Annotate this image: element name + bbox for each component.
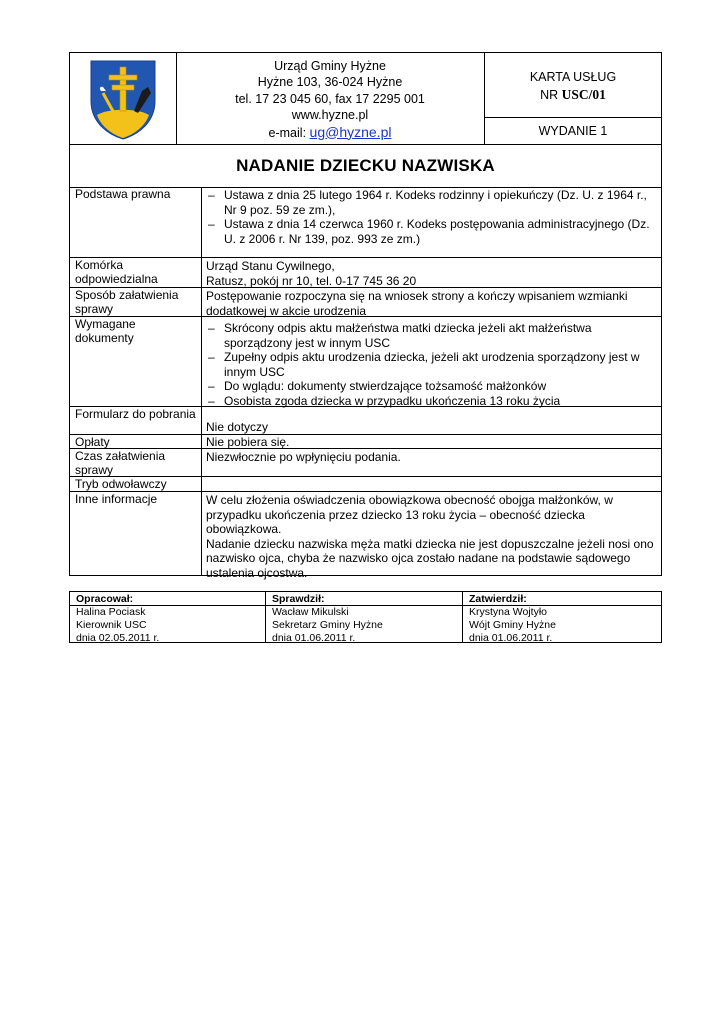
row-form — [70, 407, 661, 435]
card-number-cell — [485, 53, 661, 118]
signature-role: Kierownik USC — [76, 619, 147, 631]
row-value: Nie pobiera się. — [206, 435, 290, 449]
edition: WYDANIE 1 — [538, 124, 608, 138]
signature-name: Krystyna Wojtyło — [469, 606, 547, 618]
logo-cell — [70, 53, 177, 144]
row-label: Komórka odpowiedzialna — [70, 258, 202, 287]
row-value: Niezwłocznie po wpłynięciu podania. — [206, 450, 401, 464]
signature-heading: Sprawdził: — [272, 593, 325, 605]
row-value — [202, 477, 661, 491]
paragraph: W celu złożenia oświadczenia obowiązkowa obecność obojga małżonków, w przypadku ukończenia przez dziecko 13 roku życia – obecność dziecka obowiązkowa. — [206, 493, 613, 536]
email-link[interactable]: ug@hyzne.pl — [309, 123, 392, 140]
row-value — [202, 317, 661, 406]
signatures-table — [69, 591, 662, 643]
list-item: – Ustawa z dnia 14 czerwca 1960 r. Kodeks postępowania administracyjnego (Dz. U. z 2006 r. Nr 139, poz. 993 ze zm.) — [206, 217, 657, 246]
signature-date: dnia 01.06.2011 r. — [272, 632, 356, 644]
row-unit — [70, 258, 661, 288]
signature-name: Wacław Mikulski — [272, 606, 349, 618]
card-number-value: USC/01 — [561, 87, 606, 102]
row-label: Wymagane dokumenty — [70, 317, 202, 406]
row-documents — [70, 317, 661, 407]
signature-checked — [266, 592, 463, 642]
card-number — [485, 86, 661, 104]
office-website: www.hyzne.pl — [291, 108, 369, 123]
office-email — [176, 124, 484, 141]
signature-prepared — [70, 592, 266, 642]
paragraph: Nadanie dziecku nazwiska męża matki dziecka nie jest dopuszczalne jeżeli nosi ono nazwisko ojca, chyba że nazwisko ojca zostało nadane na podstawie sądowego ustalenia ojcostwa. — [206, 536, 654, 580]
row-fees — [70, 435, 661, 449]
card-number-prefix: NR — [540, 88, 559, 102]
row-procedure — [70, 288, 661, 317]
row-time — [70, 449, 661, 477]
page-title: NADANIE DZIECKU NAZWISKA — [70, 144, 661, 188]
row-label: Inne informacje — [70, 492, 202, 576]
office-phone: tel. 17 23 045 60, fax 17 2295 001 — [235, 91, 425, 106]
row-value: Postępowanie rozpoczyna się na wniosek strony a kończy wpisaniem wzmianki dodatkowej w akcie urodzenia — [206, 289, 628, 318]
office-name: Urząd Gminy Hyżne — [274, 59, 386, 73]
row-legal-basis — [70, 187, 661, 258]
row-value: Nie dotyczy — [206, 420, 269, 434]
row-value — [202, 492, 661, 580]
unit-line: Ratusz, pokój nr 10, tel. 0-17 745 36 20 — [206, 273, 417, 288]
signature-heading: Zatwierdził: — [469, 593, 527, 605]
signature-date: dnia 01.06.2011 r. — [469, 632, 553, 644]
signature-heading: Opracował: — [76, 593, 134, 605]
signature-date: dnia 02.05.2011 r. — [76, 632, 160, 644]
row-label: Tryb odwoławczy — [70, 477, 202, 491]
signature-role: Sekretarz Gminy Hyżne — [272, 619, 383, 631]
row-label: Czas załatwienia sprawy — [70, 449, 202, 476]
row-label: Opłaty — [70, 435, 202, 448]
row-value — [202, 187, 661, 257]
row-appeal — [70, 477, 661, 492]
card-title: KARTA USŁUG — [529, 70, 617, 84]
service-card-table — [69, 52, 662, 580]
row-other — [70, 492, 661, 580]
signature-approved — [463, 592, 661, 642]
list-item: – Ustawa z dnia 25 lutego 1964 r. Kodeks rodzinny i opiekuńczy (Dz. U. z 1964 r., Nr 9 poz. 59 ze zm.), — [206, 188, 657, 217]
coat-of-arms-icon — [70, 53, 176, 144]
list-item: – Zupełny odpis aktu urodzenia dziecka, jeżeli akt urodzenia sporządzony jest w innym USC — [206, 350, 657, 379]
list-item: – Osobista zgoda dziecka w przypadku ukończenia 13 roku życia — [206, 394, 657, 409]
address-cell — [176, 53, 485, 144]
unit-line: Urząd Stanu Cywilnego, — [206, 259, 335, 273]
row-label: Podstawa prawna — [70, 187, 202, 257]
signature-role: Wójt Gminy Hyżne — [469, 619, 556, 631]
list-item: – Skrócony odpis aktu małżeństwa matki dziecka jeżeli akt małżeństwa sporządzony jest w innym USC — [206, 321, 657, 350]
list-item: – Do wglądu: dokumenty stwierdzające tożsamość małżonków — [206, 379, 657, 394]
email-label: e-mail: — [268, 125, 307, 140]
row-label: Formularz do pobrania — [70, 407, 202, 434]
office-address: Hyżne 103, 36-024 Hyżne — [257, 75, 403, 90]
signature-name: Halina Pociask — [76, 606, 146, 618]
row-label: Sposób załatwienia sprawy — [70, 288, 202, 316]
row-value — [202, 258, 661, 287]
